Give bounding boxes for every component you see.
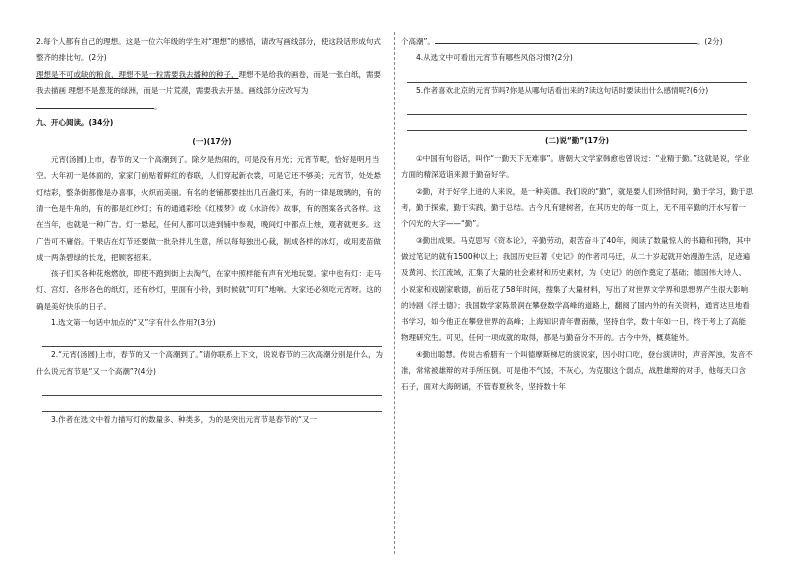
question-2b: 2.“元宵(汤圆)上市，春节的又一个高潮到了。”请你联系上下文，说说春节的三次高潮分别是什么，为什么说元宵节是“又一个高潮”?(4分) bbox=[36, 350, 384, 376]
question-4: 4.从选文中可看出元宵节有哪些风俗习惯?(2分) bbox=[416, 53, 573, 63]
question-3-score: 。(2分) bbox=[696, 37, 723, 46]
column-divider bbox=[394, 32, 395, 554]
underlined-sentence-1: 理想是不可或缺的粮食， bbox=[36, 69, 119, 79]
answer-line[interactable] bbox=[42, 331, 382, 347]
question-2-passage-rest: 理想不是给我的画卷，而是一张白纸，需要我去描画 理想不是葱茏的绿洲，而是一片荒漠，需要我去开垦。画线部分应改写为 bbox=[36, 69, 381, 95]
reading-2-paragraph-2: ②勤，对于好学上进的人来说，是一种美德。我们说的“勤”，就是要人们珍惜时间，勤于学习，勤于思考，勤于探索，勤于实践，勤于总结。古今凡有建树者，在其历史的每一页上，无不用辛勤的汗水写着一个闪光的大字——“勤”。 bbox=[401, 186, 753, 229]
reading-2-paragraph-1: ①中国有句俗话，叫作“一勤天下无难事”。唐朝大文学家韩愈也曾说过：“业精于勤。”这就是说，学业方面的精深造诣来源于勤奋好学。 bbox=[401, 154, 750, 180]
right-column bbox=[401, 34, 753, 396]
question-2-tail: 。 bbox=[154, 102, 162, 112]
reading-2-paragraph-4: ④勤出聪慧。传说古希腊有一个叫德摩斯梯尼的演说家，因小时口吃，登台演讲时，声音浑浊，发音不准，常常被雄辩的对手所压倒。可是他不气馁，不灰心，为克服这个弱点，战胜雄辩的对手，他每天口含石子，面对大海朗诵，不管春夏秋冬，坚持数十年 bbox=[401, 349, 753, 392]
underlined-sentence-2: 理想不是一粒需要我去播种的种子， bbox=[118, 69, 239, 79]
question-3-cont-text: 个高潮”。 bbox=[401, 37, 435, 46]
section-9-title: 九、开心阅读。(34分) bbox=[36, 118, 114, 128]
question-2-prompt: 2.每个人都有自己的理想。这是一位六年级的学生对“理想”的感悟，请改写画线部分，使这段话形成句式整齐的排比句。(2分) bbox=[36, 37, 381, 63]
reading-2-paragraph-3: ③勤出成果。马克思写《资本论》，辛勤劳动，艰苦奋斗了40年，阅读了数量惊人的书籍和刊物，其中做过笔记的就有1500种以上；我国历史巨著《史记》的作者司马迁，从二十岁起就开始漫游生活，足迹遍及黄河、长江流域，汇集了大量的社会素材和历史素材，为《史记》的创作奠定了基础；德国伟大诗人、小说家和戏剧家歌德，前后花了58年时间，搜集了大量材料，写出了对世界文学界和思想界产生很大影响的诗剧《浮士德》；我国数学家陈景润在攀登数学高峰的道路上，翻阅了国内外的有关资料，通宵达旦地看书学习，如今他正在攀登世界的高峰；上海知识青年曹南薇，坚持自学，数十年如一日，终于考上了高能物理研究生。可见，任何一项成就的取得，都是与勤奋分不开的。古今中外，概莫能外。 bbox=[401, 235, 752, 343]
answer-blank[interactable] bbox=[435, 35, 697, 44]
answer-line[interactable] bbox=[407, 67, 747, 83]
answer-line[interactable] bbox=[407, 99, 747, 115]
answer-line[interactable] bbox=[42, 396, 382, 412]
left-column bbox=[36, 34, 388, 428]
answer-line[interactable] bbox=[42, 380, 382, 396]
part-2-title: (二)说“勤”(17分) bbox=[544, 135, 609, 145]
question-1: 1.选文第一句话中加点的“又”字有什么作用?(3分) bbox=[51, 318, 216, 328]
answer-line[interactable] bbox=[407, 115, 747, 131]
part-1-title: (一)(17分) bbox=[192, 136, 232, 146]
question-3-continuation bbox=[401, 34, 753, 50]
question-2-passage bbox=[36, 67, 388, 116]
question-3: 3.作者在选文中着力描写灯的数量多、种类多，为的是突出元宵节是春节的“又一 bbox=[51, 414, 318, 424]
question-5: 5.作者喜欢北京的元宵节吗?你是从哪句话看出来的?读这句话时要读出什么感情呢?(6分) bbox=[416, 85, 709, 95]
reading-1-paragraph-1: 元宵(汤圆)上市，春节的又一个高潮到了。除夕是热闹的，可是没有月光；元宵节呢，恰好是明月当空。大年初一是体面的，家家门前贴着鲜红的春联，人们穿起新衣裳，可是它还不够美；元宵节，处处悬灯结彩，整条街都像是办喜事，火炽而美丽。有名的老铺都要挂出几百盏灯来，有的一律是玻璃的，有的清一色是牛角的，有的都是红纱灯；有的通通彩绘《红楼梦》或《水浒传》故事，有的图案各式各样。这在当年，也就是一种广告。灯一悬起，任何人都可以进到铺中参观，晚间灯中都点上烛，观者就更多。这广告可不庸俗。干果店在灯节还要做一批杂拌儿生意，所以每每独出心裁，制成各样的冰灯，或用麦苗做成一两条碧绿的长龙，把顾客招来。 bbox=[36, 155, 381, 262]
answer-blank[interactable] bbox=[36, 100, 154, 109]
reading-1-paragraph-2: 孩子们买各种花炮燃放，即使不跑到街上去淘气，在家中照样能有声有光地玩耍。家中也有灯：走马灯、宫灯、各形各色的纸灯，还有纱灯，里面有小铃，到时候就“叮叮”地响。大家还必须吃元宵呀。这的确是美好快乐的日子。 bbox=[36, 269, 382, 311]
